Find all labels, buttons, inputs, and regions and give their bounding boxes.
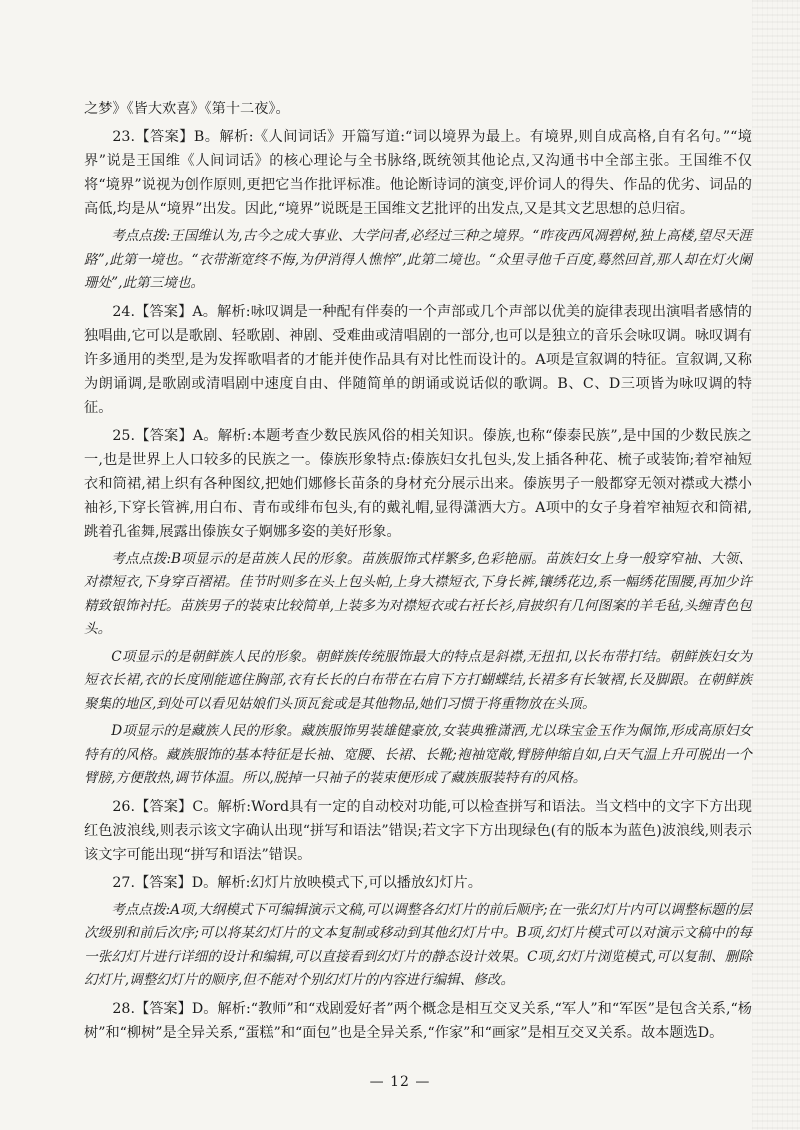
scan-edge-speckle (752, 0, 800, 1130)
tip-23: 考点点拨:王国维认为,古今之成大事业、大学问者,必经过三种之境界。“昨夜西风凋碧树,独上高楼,望尽天涯路”,此第一境也。“衣带渐宽终不悔,为伊消得人憔悴”,此第二境也。“众里寻他千百度,蓦然回首,那人却在灯火阑珊处”,此第三境也。 (84, 228, 752, 291)
answer-28: 28.【答案】D。解析:“教师”和“戏剧爱好者”两个概念是相互交叉关系,“军人”和“军医”是包含关系,“杨树”和“柳树”是全异关系,“蛋糕”和“面包”也是全异关系,“作家”和“画家”是相互交叉关系。故本题选D。 (84, 1000, 752, 1041)
tip-25-b: 考点点拨:B项显示的是苗族人民的形象。苗族服饰式样繁多,色彩艳丽。苗族妇女上身一般穿窄袖、大领、对襟短衣,下身穿百褶裙。佳节时则多在头上包头帕,上身大襟短衣,下身长裤,镶绣花边,系一幅绣花围腰,再加少许精致银饰衬托。苗族男子的装束比较简单,上装多为对襟短衣或右衽长衫,肩披织有几何图案的羊毛毡,头缠青色包头。 (84, 550, 752, 637)
answer-25: 25.【答案】A。解析:本题考查少数民族风俗的相关知识。傣族,也称“傣泰民族”,是中国的少数民族之一,也是世界上人口较多的民族之一。傣族形象特点:傣族妇女扎包头,发上插各种花、梳子或装饰;着窄袖短衣和筒裙,裙上织有各种图纹,把她们娜修长苗条的身材充分展示出来。傣族男子一般都穿无领对襟或大襟小袖衫,下穿长管裤,用白布、青布或绯布包头,有的戴礼帽,显得潇洒大方。A项中的女子身着窄袖短衣和筒裙,跳着孔雀舞,展露出傣族女子婀娜多姿的美好形象。 (84, 427, 752, 540)
tip-27: 考点点拨:A项,大纲模式下可编辑演示文稿,可以调整各幻灯片的前后顺序;在一张幻灯片内可以调整标题的层次级别和前后次序;可以将某幻灯片的文本复制或移动到其他幻灯片中。B项,幻灯片模式可以对演示文稿中的每一张幻灯片进行详细的设计和编辑,可以直接看到幻灯片的静态设计效果。C项,幻灯片浏览模式,可以复制、删除幻灯片,调整幻灯片的顺序,但不能对个别幻灯片的内容进行编辑、修改。 (84, 901, 752, 988)
tip-25-c: C项显示的是朝鲜族人民的形象。朝鲜族传统服饰最大的特点是斜襟,无扭扣,以长布带打结。朝鲜族妇女为短衣长裙,衣的长度刚能遮住胸部,衣有长长的白布带在右肩下方打蝴蝶结,长裙多有长皱褶,长及脚跟。在朝鲜族聚集的地区,到处可以看见姑娘们头顶瓦瓮或是其他物品,她们习惯于将重物放在头顶。 (84, 648, 752, 712)
answer-24: 24.【答案】A。解析:咏叹调是一种配有伴奏的一个声部或几个声部以优美的旋律表现出演唱者感情的独唱曲,它可以是歌剧、轻歌剧、神剧、受难曲或清唱剧的一部分,也可以是独立的音乐会咏叹调。咏叹调有许多通用的类型,是为发挥歌唱者的才能并使作品具有对比性而设计的。A项是宣叙调的特征。宣叙调,又称为朗诵调,是歌剧或清唱剧中速度自由、伴随简单的朗诵或说话似的歌调。B、C、D三项皆为咏叹调的特征。 (84, 303, 752, 416)
paragraph-continuation: 之梦》《皆大欢喜》《第十二夜》。 (84, 101, 290, 117)
page-number: — 12 — (369, 1074, 431, 1090)
answer-26: 26.【答案】C。解析:Word具有一定的自动校对功能,可以检查拼写和语法。当文档中的文字下方出现红色波浪线,则表示该文字确认出现“拼写和语法”错误;若文字下方出现绿色(有的版本为蓝色)波浪线,则表示该文字可能出现“拼写和语法”错误。 (84, 798, 752, 863)
answer-27: 27.【答案】D。解析:幻灯片放映模式下,可以播放幻灯片。 (112, 874, 482, 891)
answer-23: 23.【答案】B。解析:《人间词话》开篇写道:“词以境界为最上。有境界,则自成高格,自有名句。”“境界”说是王国维《人间词话》的核心理论与全书脉络,既统领其他论点,又沟通书中全部主张。王国维不仅将“境界”说视为创作原则,更把它当作批评标准。他论断诗词的演变,评价词人的得失、作品的优劣、词品的高低,均是从“境界”出发。因此,“境界”说既是王国维文艺批评的出发点,又是其文艺思想的总归宿。 (84, 129, 752, 217)
answer-content (84, 97, 752, 1045)
tip-25-d: D项显示的是藏族人民的形象。藏族服饰男装雄健豪放,女装典雅潇洒,尤以珠宝金玉作为佩饰,形成高原妇女特有的风格。藏族服饰的基本特征是长袖、宽腰、长裙、长靴;袍袖宽敞,臂膀伸缩自如,白天气温上升可脱出一个臂膀,方便散热,调节体温。所以,脱掉一只袖子的装束便形成了藏族服装特有的风格。 (84, 723, 752, 786)
